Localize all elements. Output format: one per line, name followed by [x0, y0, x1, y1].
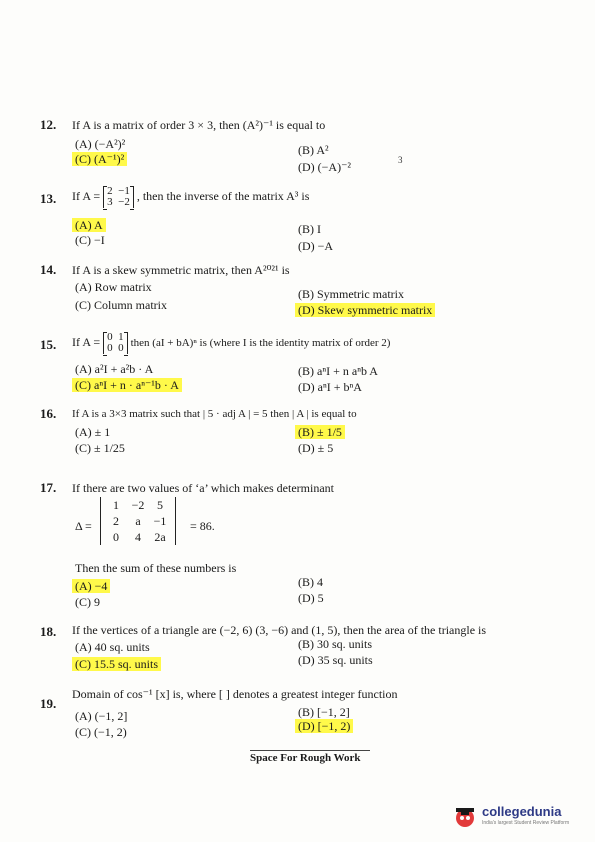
matrix-cell: 1 — [118, 331, 124, 343]
question-text-pre: If A = — [72, 334, 101, 349]
option-b: (B) [−1, 2] — [298, 705, 350, 719]
option-a: (A) a²I + a²b · A — [75, 362, 154, 376]
question-number: 16. — [40, 406, 57, 421]
question-text: If there are two values of ‘a’ which makes determinant — [72, 481, 334, 495]
matrix-cell: 0 — [107, 342, 113, 354]
collegedunia-logo — [452, 800, 592, 834]
option-b: (B) aⁿI + n aⁿb A — [298, 364, 378, 378]
determinant-body — [100, 497, 176, 545]
option-b: (B) A² — [298, 143, 329, 157]
determinant-label: Δ = — [75, 519, 92, 533]
option-b: (B) Symmetric matrix — [298, 287, 404, 301]
question-text — [72, 186, 560, 208]
question-17 — [40, 481, 560, 611]
option-c: (C) 9 — [75, 595, 100, 609]
question-text — [72, 332, 560, 354]
logo-tagline: India's largest Student Review Platform — [482, 820, 570, 826]
question-18 — [40, 623, 560, 679]
option-c: (C) Column matrix — [75, 298, 167, 312]
determinant-cell: 2a — [154, 530, 166, 544]
determinant-row — [105, 497, 171, 513]
option-b: (B) 30 sq. units — [298, 637, 373, 651]
question-number: 15. — [40, 337, 57, 352]
question-number: 17. — [40, 480, 57, 495]
matrix-cell: 0 — [107, 331, 113, 343]
option-a: (A) 40 sq. units — [75, 640, 150, 654]
option-a: (A) ± 1 — [75, 425, 111, 439]
option-a: (A) −4 — [72, 579, 110, 593]
determinant-cell: −1 — [153, 514, 167, 528]
question-text: If A is a matrix of order 3 × 3, then (A²)⁻¹ is equal to — [72, 118, 326, 132]
question-text: If the vertices of a triangle are (−2, 6) (3, −6) and (1, 5), then the area of the triangle is — [72, 623, 487, 637]
question-16 — [40, 407, 560, 463]
option-d: (D) −A — [298, 239, 334, 253]
question-14 — [40, 263, 560, 323]
option-c: (C) (−1, 2) — [75, 725, 127, 739]
question-text: If A is a skew symmetric matrix, then A²⁰²¹ is — [72, 263, 290, 277]
option-c: (C) −I — [75, 233, 105, 247]
question-number: 13. — [40, 191, 57, 206]
determinant-cell: 0 — [113, 530, 119, 544]
determinant-value: = 86. — [190, 519, 215, 533]
option-d: (D) [−1, 2) — [295, 719, 353, 733]
question-text-post: then (aI + bA)ⁿ is (where I is the identity matrix of order 2) — [130, 336, 391, 349]
determinant-cell: 2 — [113, 514, 119, 528]
option-d: (D) (−A)⁻² — [298, 160, 352, 174]
determinant-row — [105, 513, 171, 529]
determinant-cell: 1 — [113, 498, 119, 512]
option-b: (B) 4 — [298, 575, 323, 589]
logo-name: collegedunia — [482, 804, 562, 819]
option-a: (A) Row matrix — [75, 280, 152, 294]
matrix-cell: −2 — [118, 196, 130, 208]
determinant-cell: a — [135, 514, 141, 528]
question-number: 14. — [40, 262, 57, 277]
option-a: (A) (−A²)² — [75, 137, 126, 151]
determinant-cell: 5 — [157, 498, 163, 512]
determinant-cell: −2 — [131, 498, 145, 512]
option-b: (B) I — [298, 222, 321, 236]
determinant-row — [105, 529, 171, 545]
option-c: (C) 15.5 sq. units — [72, 657, 161, 671]
matrix-cell: −1 — [118, 185, 130, 197]
determinant-cell: 4 — [135, 530, 141, 544]
graduate-icon — [452, 803, 478, 829]
matrix-cell: 0 — [118, 342, 124, 354]
matrix-a — [103, 186, 134, 208]
question-12 — [40, 118, 560, 178]
question-text-after: Then the sum of these numbers is — [75, 561, 237, 575]
option-c: (C) (A⁻¹)² — [72, 152, 127, 166]
option-d: (D) Skew symmetric matrix — [295, 303, 435, 317]
option-d: (D) 35 sq. units — [298, 653, 373, 667]
margin-note: 3 — [398, 155, 403, 165]
question-13 — [40, 186, 560, 256]
question-19 — [40, 687, 560, 743]
rough-work-footer: Space For Rough Work — [250, 750, 370, 764]
option-b: (B) ± 1/5 — [295, 425, 345, 439]
question-text: Domain of cos⁻¹ [x] is, where [ ] denotes a greatest integer function — [72, 687, 398, 701]
option-d: (D) ± 5 — [298, 441, 334, 455]
option-a: (A) (−1, 2] — [75, 709, 128, 723]
question-text-pre: If A = — [72, 188, 101, 203]
option-d: (D) 5 — [298, 591, 324, 605]
question-number: 18. — [40, 624, 57, 639]
matrix-cell: 3 — [107, 196, 113, 208]
matrix-cell: 2 — [107, 185, 113, 197]
option-a: (A) A — [72, 218, 106, 232]
question-text: If A is a 3×3 matrix such that | 5 · adj A | = 5 then | A | is equal to — [72, 408, 357, 420]
option-c: (C) ± 1/25 — [75, 441, 125, 455]
option-c: (C) aⁿI + n · aⁿ⁻¹b · A — [72, 378, 182, 392]
question-text-post: , then the inverse of the matrix A³ is — [136, 188, 310, 203]
option-d: (D) aⁿI + bⁿA — [298, 380, 362, 394]
question-number: 12. — [40, 117, 57, 132]
question-number: 19. — [40, 696, 57, 711]
question-15 — [40, 332, 560, 396]
matrix-a — [103, 332, 128, 354]
